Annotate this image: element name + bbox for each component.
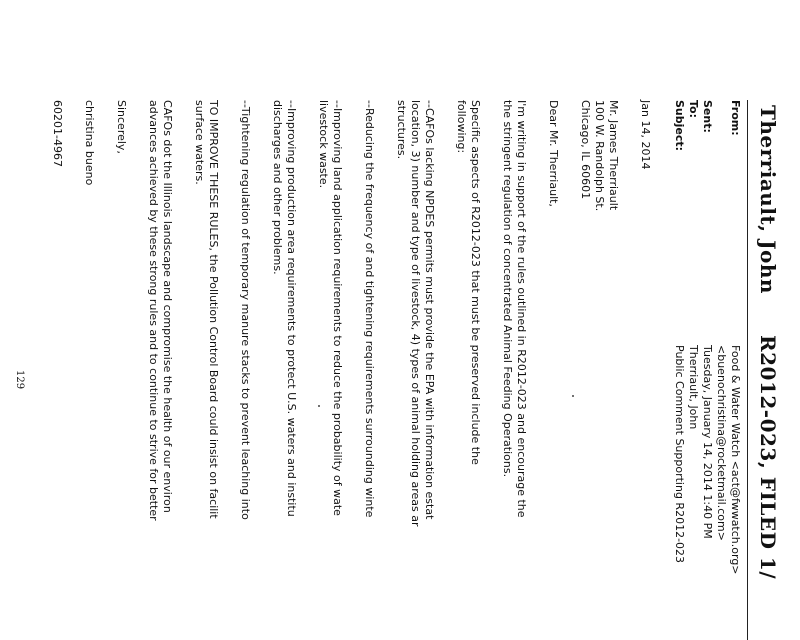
closing-line: CAFOs dot the Illinois landscape and compromise the health of our environ (161, 100, 174, 513)
point-4-line: discharges and other problems. (271, 100, 284, 275)
intro-line: the stringent regulation of concentrated Animal Feeding Operations. (501, 100, 514, 478)
point-4-line: --Improving production area requirements to protect U.S. waters and institu (285, 100, 298, 517)
address-line: Chicago, IL 60601 (579, 100, 592, 200)
point-3-line: livestock waste. (317, 100, 330, 189)
salutation: Dear Mr. Therriault, (547, 100, 560, 207)
address-line: 100 W. Randolph St. (593, 100, 606, 212)
letter-body (50, 100, 652, 640)
address-line: Mr. James Therriault (607, 100, 620, 211)
sent-value: Tuesday, January 14, 2014 1:40 PM (701, 345, 714, 539)
aspects-line: Specific aspects of R2012-023 that must be preserved include the (469, 100, 482, 465)
point-6-line: surface waters. (193, 100, 206, 185)
sent-label: Sent: (701, 100, 714, 133)
point-1-line: location, 3) number and type of livestock, 4) types of animal holding areas ar (409, 100, 422, 527)
scan-speck (318, 405, 320, 407)
filing-stamp: R2012-023, FILED 1/ (756, 335, 780, 580)
point-5-line: --Tightening regulation of temporary manure stacks to prevent leaching into (239, 100, 252, 520)
from-value: Food & Water Watch <act@fwwatch.org> (729, 345, 742, 575)
subject-label: Subject: (673, 100, 686, 152)
intro-line: I'm writing in support of the rules outlined in R2012-023 and encourage the (515, 100, 528, 518)
subject-value: Public Comment Supporting R2012-023 (673, 345, 686, 564)
signoff: Sincerely, (115, 100, 128, 154)
point-6-line: TO IMPROVE THESE RULES, the Pollution Control Board could insist on facilit (207, 100, 220, 519)
point-1-line: --CAFOs lacking NPDES permits must provide the EPA with information estat (423, 100, 436, 520)
sender-name-heading: Therriault, John (756, 105, 780, 294)
to-value: Therriault, John (687, 345, 700, 430)
letter-date: Jan 14, 2014 (639, 100, 652, 170)
page-number: 129 (14, 370, 25, 390)
point-3-line: --Improving land application requirements to reduce the probability of wate (331, 100, 344, 516)
point-2-line: --Reducing the frequency of and tightening requirements surrounding winte (363, 100, 376, 518)
to-label: To: (687, 100, 700, 118)
point-1-line: structures. (395, 100, 408, 160)
from-email: <buenochristina@rocketmail.com> (715, 345, 728, 541)
scan-speck (572, 395, 574, 397)
zip-code: 60201-4967 (51, 100, 64, 167)
from-label: From: (729, 100, 742, 136)
aspects-line: following: (455, 100, 468, 154)
closing-line: advances achieved by these strong rules and to continue to strive for better (147, 100, 160, 521)
header-divider (747, 100, 748, 640)
signature-name: christina bueno (83, 100, 96, 186)
